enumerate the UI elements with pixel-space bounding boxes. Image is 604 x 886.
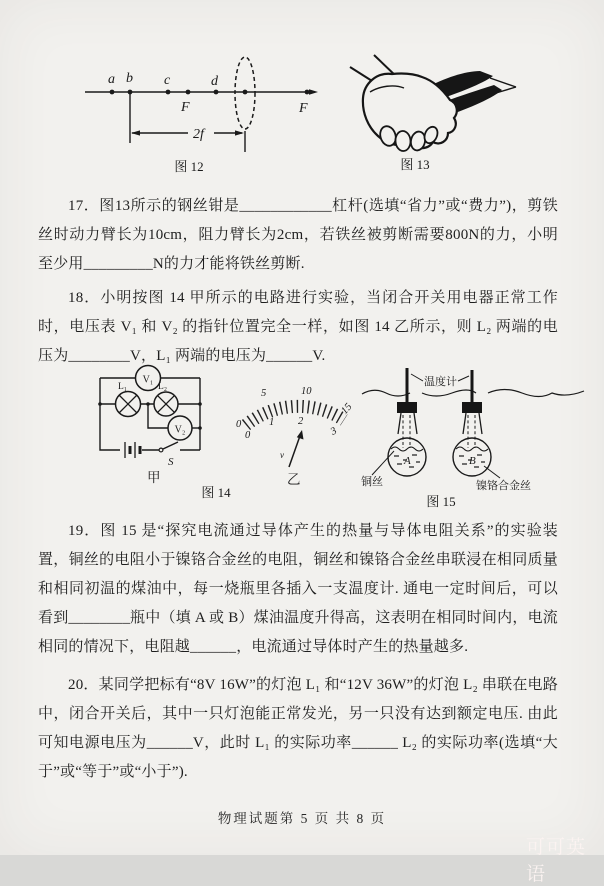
question-19: 19．图 15 是“探究电流通过导体产生的热量与导体电阻关系”的实验装置，铜丝的电阻小于镍铬合金丝的电阻，铜丝和镍铬合金丝串联浸在相同质量和相同初温的煤油中，每一烧瓶里各插入一支温度计. 通电一定时间后，可以看到________瓶中（填 A 或 B）煤油温度升得高，这表明在相同时间内，电流相同的情况下，电阻越______，电流通过导体时产生的热量越多. xyxy=(38,523,558,655)
axis-arrowhead xyxy=(309,89,318,95)
fig14-circuit-and-dial xyxy=(80,365,365,507)
two-f-label: 2f xyxy=(193,127,204,142)
question-18: 18．小明按图 14 甲所示的电路进行实验，当闭合开关用电器正常工作时，电压表 V₁ 和 V₂ 的指针位置完全一样，如图 14 乙所示，则 L₂ 两端的电压为________V，L₁ 两端的电压为______V. xyxy=(38,290,558,364)
svg-text:3: 3 xyxy=(328,425,339,438)
fig14-caption: 图 14 xyxy=(201,485,231,500)
dial-needle xyxy=(289,433,301,467)
circuit-sublabel: 甲 xyxy=(147,470,161,485)
nichrome-wire-label: 镍铬合金丝 xyxy=(476,480,531,492)
dial-sublabel: 乙 xyxy=(287,472,301,487)
voltmeter-v2-icon xyxy=(168,416,192,440)
watermark: 可可英语 xyxy=(526,837,587,885)
svg-text:1: 1 xyxy=(269,417,275,428)
fig12-lens-diagram xyxy=(55,55,345,177)
svg-text:0: 0 xyxy=(236,419,242,430)
dial-scale-labels xyxy=(236,386,355,441)
lamp-l2-icon xyxy=(154,392,178,416)
question-17: 17．图13所示的钢丝钳是____________杠杆(选填“省力”或“费力”)，剪铁丝时动力臂长为10cm，阻力臂长为2cm，若铁丝被剪断需要800N的力，小明至少用_________N的力才能将铁丝剪断. xyxy=(38,198,558,272)
point-c-label: c xyxy=(164,73,171,88)
voltmeter-v2-label: V₂ xyxy=(174,424,186,436)
point-a-label: a xyxy=(108,72,115,87)
svg-text:2: 2 xyxy=(298,416,304,427)
stopper-b xyxy=(462,402,482,413)
fig12-caption: 图 12 xyxy=(174,159,204,174)
dial-unit-label: v xyxy=(280,450,284,460)
voltmeter-v1-icon xyxy=(136,366,161,391)
fig15-flasks-apparatus xyxy=(360,360,588,510)
flask-a xyxy=(388,368,426,476)
svg-text:0: 0 xyxy=(245,430,251,441)
lamp-l1-label: L₁ xyxy=(118,382,128,392)
page-footer: 物理试题第 5 页 共 8 页 xyxy=(217,811,387,826)
svg-text:5: 5 xyxy=(261,388,267,399)
svg-text:10: 10 xyxy=(301,386,312,397)
svg-text:15: 15 xyxy=(339,401,355,417)
focal-point-left-label: F xyxy=(181,100,190,115)
flask-b xyxy=(453,370,491,476)
copper-wire-label: 铜丝 xyxy=(361,476,383,488)
fig13-wire-cutters-drawing xyxy=(330,40,540,175)
voltmeter-dial xyxy=(236,386,355,487)
switch-label: S xyxy=(168,456,174,468)
flask-a-letter: A xyxy=(404,455,411,467)
point-d-label: d xyxy=(211,74,218,89)
fig15-caption: 图 15 xyxy=(426,494,456,509)
point-b-label: b xyxy=(126,71,133,86)
lamp-l2-label: L₂ xyxy=(158,382,168,392)
question-20: 20．某同学把标有“8V 16W”的灯泡 L₁ 和“12V 36W”的灯泡 L₂ 串联在电路中，闭合开关后，其中一只灯泡能正常发光，另一只没有达到额定电压. 由此可知电源电压为______V，此时 L₁ 的实际功率______ L₂ 的实际功率(选填“大于”或“等于”或“小于”). xyxy=(38,677,558,780)
hand-icon xyxy=(350,55,457,152)
fig13-caption: 图 13 xyxy=(400,157,430,172)
lamp-l1-icon xyxy=(116,392,141,417)
voltmeter-v1-label: V₁ xyxy=(142,374,154,386)
thermometer-label: 温度计 xyxy=(424,376,457,388)
flask-b-letter: B xyxy=(469,455,476,467)
focal-point-right-label: F xyxy=(299,101,308,116)
stopper-a xyxy=(397,402,417,413)
dial-ticks xyxy=(246,406,344,425)
switch-icon xyxy=(159,442,178,452)
battery-icon xyxy=(125,442,140,458)
